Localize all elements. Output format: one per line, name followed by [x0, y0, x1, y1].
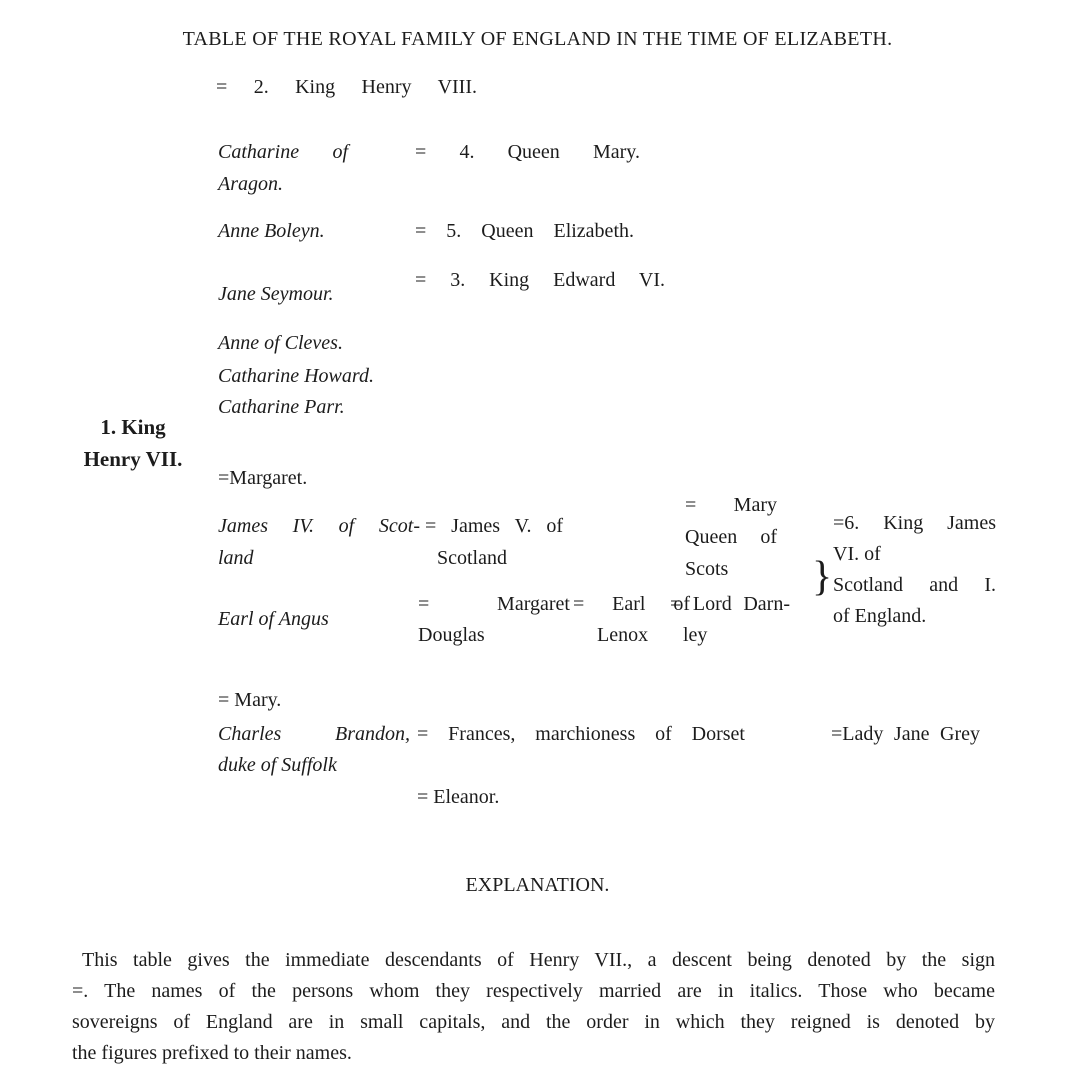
james-vi-line-4: of England. [833, 605, 927, 627]
jane-seymour-entry: Jane Seymour. [218, 283, 334, 305]
james-vi-line-3: Scotland and I. [833, 574, 996, 596]
frances-dorset-entry: = Frances, marchioness of Dorset [417, 723, 745, 745]
james-v-line-2: Scotland [437, 547, 507, 569]
catharine-aragon-line-2: Aragon. [218, 173, 283, 195]
earl-of-lenox-line-1: = Earl of [573, 593, 690, 615]
charles-brandon-line-2: duke of Suffolk [218, 754, 337, 776]
henry-vii-line-2: Henry VII. [83, 447, 183, 471]
anne-boleyn-entry: Anne Boleyn. [218, 220, 325, 242]
queen-elizabeth-entry: = 5. Queen Elizabeth. [415, 220, 634, 242]
henry-viii-entry: = 2. King Henry VIII. [216, 76, 477, 98]
mary-queen-of-scots-line-1: = Mary [685, 494, 777, 516]
lord-darnley-line-1: = Lord Darn- [670, 593, 790, 615]
catharine-howard-entry: Catharine Howard. [218, 365, 374, 387]
james-iv-line-2: land [218, 547, 254, 569]
mary-queen-of-scots-line-2: Queen of [685, 526, 777, 548]
james-v-line-1: = James V. of [425, 515, 563, 537]
explanation-line: the figures prefixed to their names. [72, 1042, 352, 1064]
lord-darnley-line-2: ley [683, 624, 708, 646]
margaret-douglas-line-2: Douglas [418, 624, 485, 646]
margaret-douglas-line-1: = Margaret [418, 593, 570, 615]
explanation-line: =. The names of the persons whom they respectively married are in italics. Those who became [72, 980, 995, 1002]
anne-cleves-entry: Anne of Cleves. [218, 332, 343, 354]
mary-tudor-entry: = Mary. [218, 689, 282, 711]
queen-mary-entry: = 4. Queen Mary. [415, 141, 640, 163]
margaret-tudor-entry: =Margaret. [218, 467, 308, 489]
king-edward-entry: = 3. King Edward VI. [415, 269, 665, 291]
catharine-parr-entry: Catharine Parr. [218, 396, 345, 418]
grouping-brace: } [812, 554, 833, 600]
explanation-line: sovereigns of England are in small capitals, and the order in which they reigned is denoted by [72, 1011, 995, 1033]
james-iv-line-1: James IV. of Scot- [218, 515, 420, 537]
explanation-heading: EXPLANATION. [465, 874, 610, 896]
explanation-line: This table gives the immediate descendants of Henry VII., a descent being denoted by the sign [82, 949, 995, 971]
catharine-aragon-line-1: Catharine of [218, 141, 348, 163]
henry-vii-line-1: 1. King [100, 415, 166, 439]
eleanor-entry: = Eleanor. [417, 786, 500, 808]
page-title: TABLE OF THE ROYAL FAMILY OF ENGLAND IN THE TIME OF ELIZABETH. [182, 28, 893, 50]
lady-jane-grey-entry: =Lady Jane Grey [831, 723, 980, 745]
james-vi-line-1: =6. King James [833, 512, 996, 534]
earl-of-lenox-line-2: Lenox [597, 624, 649, 646]
mary-queen-of-scots-line-3: Scots [685, 558, 729, 580]
charles-brandon-line-1: Charles Brandon, [218, 723, 410, 745]
james-vi-line-2: VI. of [833, 543, 881, 565]
earl-of-angus-entry: Earl of Angus [218, 608, 329, 630]
